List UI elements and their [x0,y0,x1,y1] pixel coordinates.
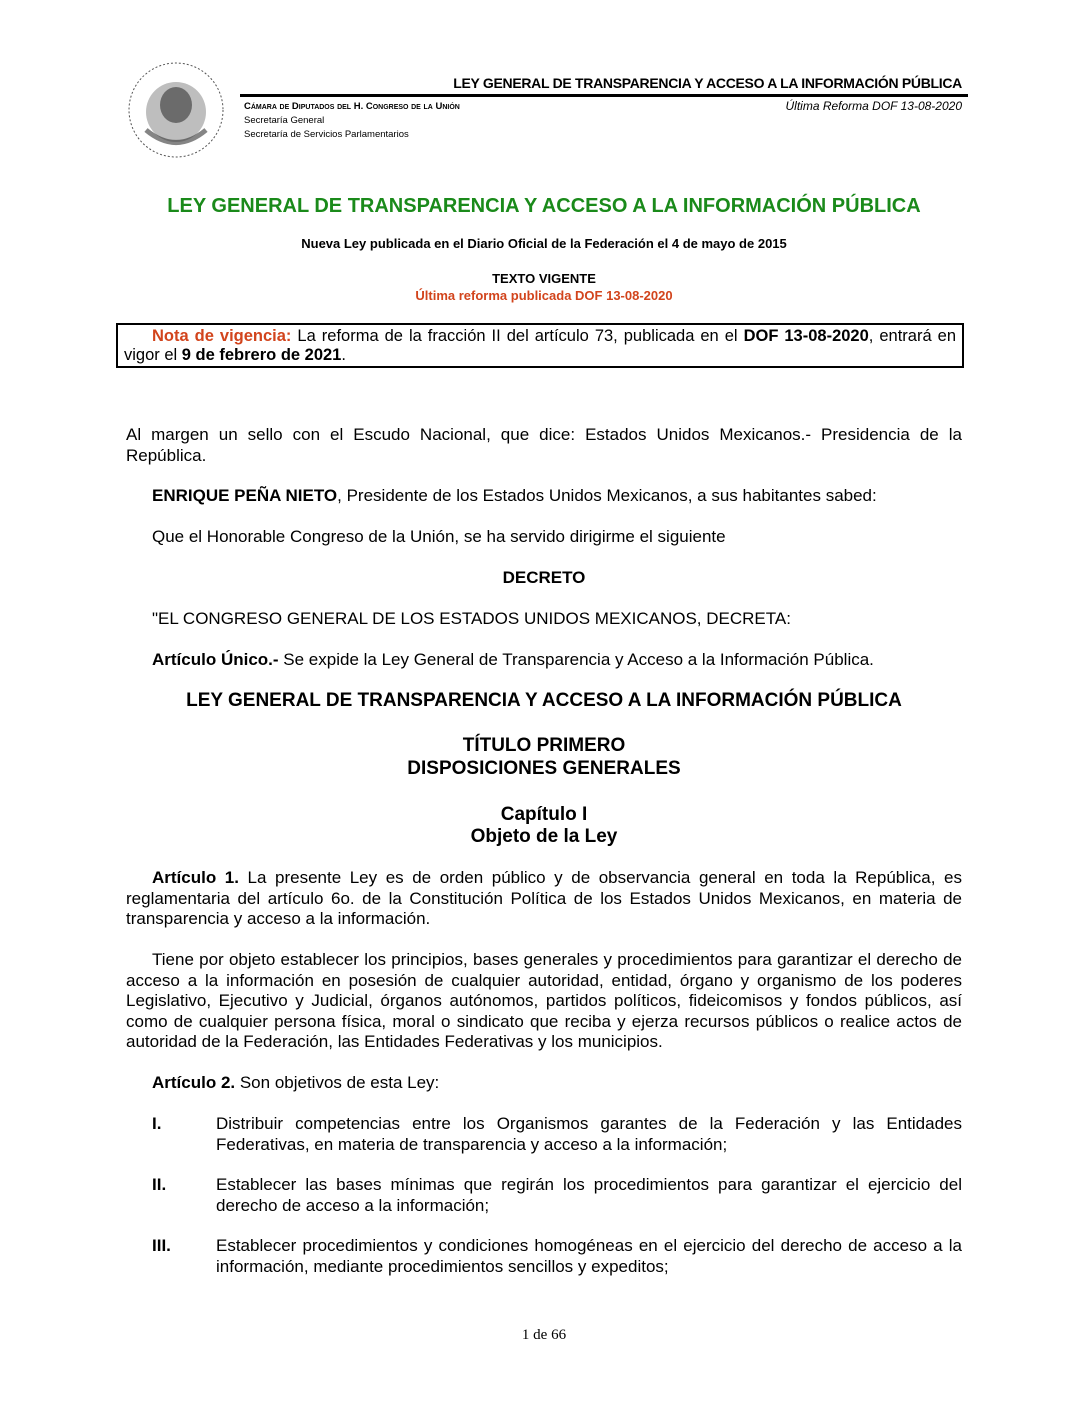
note-dof: DOF 13-08-2020 [743,327,869,345]
item-text: Establecer las bases mínimas que regirán los procedimientos para garantizar el ejercicio del derecho de acceso a la información; [216,1175,962,1215]
note-text: . [341,346,346,364]
page-number: 1 de 66 [521,1327,567,1343]
chapter-heading: Capítulo I [500,804,588,825]
label: Artículo Único.- [152,650,279,669]
item-number: II. [152,1175,167,1194]
header-title: LEY GENERAL DE TRANSPARENCIA Y ACCESO A LA INFORMACIÓN PÚBLICA [453,75,962,91]
validity-note-box [116,323,964,368]
article-1 [126,868,962,930]
item-number: III. [152,1236,171,1255]
item-number: I. [152,1114,162,1133]
decree-heading: DECRETO [502,568,586,587]
header-servicios: Secretaría de Servicios Parlamentarios [244,129,409,140]
label: Artículo 2. [152,1073,236,1092]
header-secretaria: Secretaría General [244,115,325,126]
header-date: Última Reforma DOF 13-08-2020 [785,99,962,113]
note-text: , entrará en vigor el [124,327,956,364]
list-item [152,1114,962,1155]
text: Se expide la Ley General de Transparencia y Acceso a la Información Pública. [278,650,874,669]
header-rule [240,94,968,97]
note-label: Nota de vigencia: [152,327,292,345]
label: Artículo 1. [152,868,239,887]
title-subheading: DISPOSICIONES GENERALES [407,758,681,779]
chapter-subheading: Objeto de la Ley [470,826,618,847]
last-reform: Última reforma publicada DOF 13-08-2020 [415,288,673,303]
articulo-unico [126,650,962,671]
national-seal-logo [124,60,228,160]
paragraph-congress: Que el Honorable Congreso de la Unión, se ha servido dirigirme el siguiente [152,527,726,546]
text: La presente Ley es de orden público y de observancia general en toda la República, es reglamentaria del artículo 6o. de la Constitución Política de los Estados Unidos Mexicanos, en materia de transparencia y acceso a la información. [126,868,962,928]
list-item [152,1236,962,1277]
president-name: ENRIQUE PEÑA NIETO [152,486,338,505]
text: , Presidente de los Estados Unidos Mexicanos, a sus habitantes sabed: [337,486,877,505]
paragraph-objeto: Tiene por objeto establecer los principios, bases generales y procedimientos para garantizar el derecho de acceso a la información en posesión de cualquier autoridad, entidad, órgano y organismo de los poderes Legislativo, Ejecutivo y Judicial, órganos autónomos, partidos políticos, fideicomisos y fondos públicos, así como de cualquier persona física, moral o sindicato que reciba y ejerza recursos públicos o realice actos de autoridad de la Federación, las Entidades Federativas y los municipios. [126,950,962,1051]
note-date: 9 de febrero de 2021 [181,346,342,364]
note-text: La reforma de la fracción II del artículo 73, publicada en el [291,327,744,345]
paragraph-seal: Al margen un sello con el Escudo Nacional, que dice: Estados Unidos Mexicanos.- Presidencia de la República. [126,425,962,465]
paragraph-decreta: "EL CONGRESO GENERAL DE LOS ESTADOS UNIDOS MEXICANOS, DECRETA: [152,609,791,628]
item-text: Distribuir competencias entre los Organismos garantes de la Federación y las Entidades Federativas, en materia de transparencia y acceso a la información; [216,1114,962,1154]
texto-vigente: TEXTO VIGENTE [492,271,596,286]
list-item [152,1175,962,1216]
paragraph-president [126,486,962,507]
publication-note: Nueva Ley publicada en el Diario Oficial de la Federación el 4 de mayo de 2015 [301,236,787,251]
text: Son objetivos de esta Ley: [235,1073,440,1092]
header-org: Cámara de Diputados del H. Congreso de la Unión [244,101,460,112]
document-title: LEY GENERAL DE TRANSPARENCIA Y ACCESO A LA INFORMACIÓN PÚBLICA [167,195,921,217]
article-2 [126,1073,962,1094]
title-heading: TÍTULO PRIMERO [462,735,626,756]
item-text: Establecer procedimientos y condiciones homogéneas en el ejercicio del derecho de acceso a la información, mediante procedimientos sencillos y expeditos; [216,1236,962,1276]
law-heading: LEY GENERAL DE TRANSPARENCIA Y ACCESO A LA INFORMACIÓN PÚBLICA [186,690,902,711]
